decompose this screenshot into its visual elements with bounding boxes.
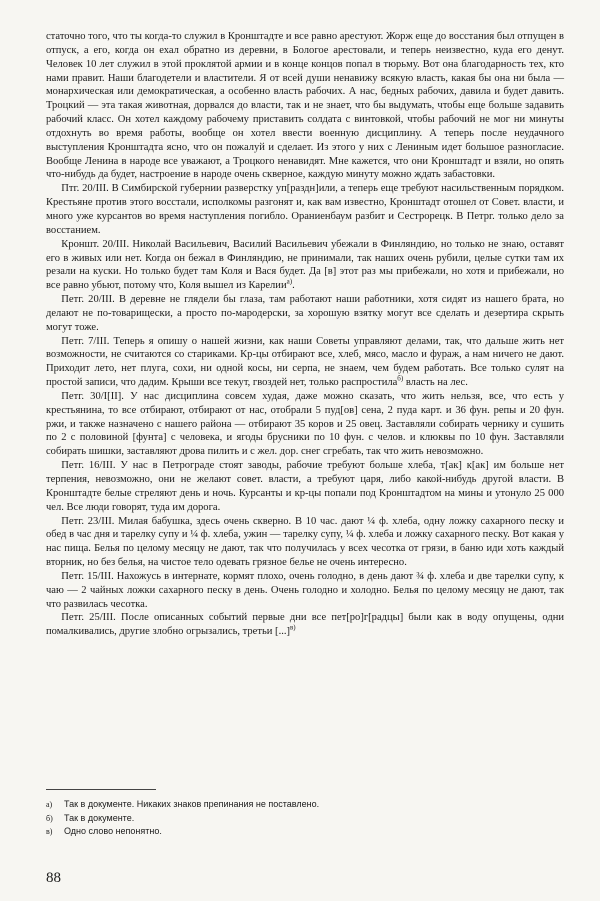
footnote-text: Так в документе.: [64, 812, 135, 823]
footnote-ref: б): [397, 374, 404, 383]
footnote-text: Одно слово непонятно.: [64, 826, 162, 836]
footnote-ref: в): [290, 623, 296, 632]
paragraph: Кроншт. 20/III. Николай Васильевич, Василий Васильевич убежали в Финляндию, но только не знаю, оставят его в живых или нет. Когда он бежал в Финляндию, не принимали, так наших очень рубили, целые сутки там их резали на куски. Но только будет там Коля и Вася будет. Да [в] этот раз мы прибежали, но хотя и прибежали, но все равно убьют, потому что, Коля вышел из Карелии$^{а)}$.: [46, 238, 564, 292]
footnote-ref: а): [286, 277, 293, 286]
footnote-divider: [46, 789, 156, 790]
paragraph: Петг. 16/III. У нас в Петрограде стоят заводы, рабочие требуют больше хлеба, т[ак] к[ак] им больше нет терпения, невозможно, они не желают совет. власти, а требуют царя, либо какой-нибудь другой власти. В Кронштадте белые стреляют день и ночь. Курсанты и кр-цы попали под Кронштадтом на мины и утонуло 25 000 чел. Все люди говорят, туда им дорога.: [46, 460, 564, 513]
page-number: 88: [46, 870, 61, 886]
paragraph: Петг. 7/III. Теперь я опишу о нашей жизни, как наши Советы управляют делами, так, что дальше жить нет возможности, не считаются со стариками. Кр-цы отбирают все, хлеб, мясо, масло и фураж, а нам ничего не дают. Приходит лето, нет плуга, сохи, ни одной косы, ни серпа, не знаем, чем будем работать. Все только сулят на простой записи, что дадим. Крыши все текут, гвоздей нет, только распростила$^{б)}$ власть на лес.: [46, 335, 564, 389]
footnote-text: Так в документе. Никаких знаков препинания не поставлено.: [64, 799, 320, 809]
footnote: [46, 812, 564, 826]
paragraph: Птг. 20/III. В Симбирской губернии разверстку уп[раздн]или, а теперь еще требуют насильственным порядком. Крестьяне против этого восстали, исполкомы разгонят и, как вам известно, Кронштадт отошел от Совет. власти, и много уже курсантов во время наступления погибло. Ораниенбаум разбит и Сестрорецк. В Петрг. только дело за восстанием.: [46, 183, 564, 236]
footnotes: [46, 798, 564, 839]
main-text: [46, 30, 564, 639]
footnote-mark: в): [46, 827, 53, 836]
footnote-mark: а): [46, 800, 53, 809]
paragraph: Петг. 15/III. Нахожусь в интернате, кормят плохо, очень голодно, в день дают ¾ ф. хлеба и две тарелки супу, к чаю — 2 чайных ложки сахарного песку в день. Очень голодно и холодно. Белья по целому месяцу не дают, так что развилась чесотка.: [46, 570, 564, 610]
footnote: [46, 825, 564, 839]
paragraph: Петг. 25/III. После описанных событий первые дни все пет[ро]г[радцы] были как в воду опущены, одни помалкивались, другие злобно огрызались, третьи [...]$^{в)}$: [46, 612, 564, 638]
paragraph: Петг. 23/III. Милая бабушка, здесь очень скверно. В 10 час. дают ¼ ф. хлеба, одну ложку сахарного песку и обед в час дня и тарелку супу и ¼ ф. хлеба, ужин — тарелку супу, ¼ ф. хлеба и ложку сахарного песку. Вот какая у нас пища. Белья по целому месяцу не дают, так что получилась у всех чесотка от грязи, в баню иди хоть каждый вторник, но без белья, на чистое тело одевать грязное белье не очень интересно.: [46, 515, 564, 569]
paragraph: статочно того, что ты когда-то служил в Кронштадте и все равно арестуют. Жорж еще до восстания был отпущен в отпуск, а его, когда он ехал обратно из деревни, в Бологое арестовали, и теперь неизвестно, куда его денут. Человек 10 лет служил в этой проклятой армии и в конце концов попал в тюрьму. Вот она благодарность тех, кто нами правит. Наши благодетели и властители. Я от всей души ненавижу всякую власть, какая бы она ни была — монархическая или демократическая, а особенно власть рабочих. А нас, бедных рабочих, давила и будет давить. Троцкий — эта такая животная, дорвался до власти, так и не знает, что бы выдумать, чтобы еще больше задавить рабочий класс. Он хотел каждому рабочему приставить солдата с винтовкой, чтобы рабочий не мог ни минуты отдохнуть во время работы, вообще он хотел ввести военную дисциплину. А теперь после неудачного выступления Кронштадта ясно, что он пожалуй и сделает. Из этого у них с Лениным идет большое разногласие. Вообще Ленина в народе все уважают, а Троцкого ненавидят. Мне кажется, что они Кронштадт и взяли, но опять что-нибудь да будет, настроение в народе очень скверное, каждую минуту можно ждать забастовки.: [46, 31, 564, 181]
paragraph: Петг. 30/I[II]. У нас дисциплина совсем худая, даже можно сказать, что жить нельзя, все, что есть у крестьянина, то все отбирают, отбирают от нас, отобрали 5 пуд[ов] сена, 2 пуда карт. и 36 фун. репы и 20 фун. ржи, и также назначено с нашего района — отбирают 35 коров и 25 овец. Заставляли собирать чернику и сушить по 2 с половиной [фунта] с человека, и ягоды брусники по 10 фун. с челов. и клюквы по 10 фун. Заставляли собирать шишки, заставляют дрова пилить и с жел. дор. снег сгребать, так что жить невозможно.: [46, 390, 564, 458]
footnote-mark: б): [46, 813, 53, 823]
footnote: [46, 798, 564, 812]
paragraph: Петг. 20/III. В деревне не глядели бы глаза, там работают наши работники, хотя сидят из нашего брата, но делают не по-товарищески, а просто по-мародерски, за хорошую взятку могут все сделать и дезертира скрыть могут тоже.: [46, 294, 564, 333]
